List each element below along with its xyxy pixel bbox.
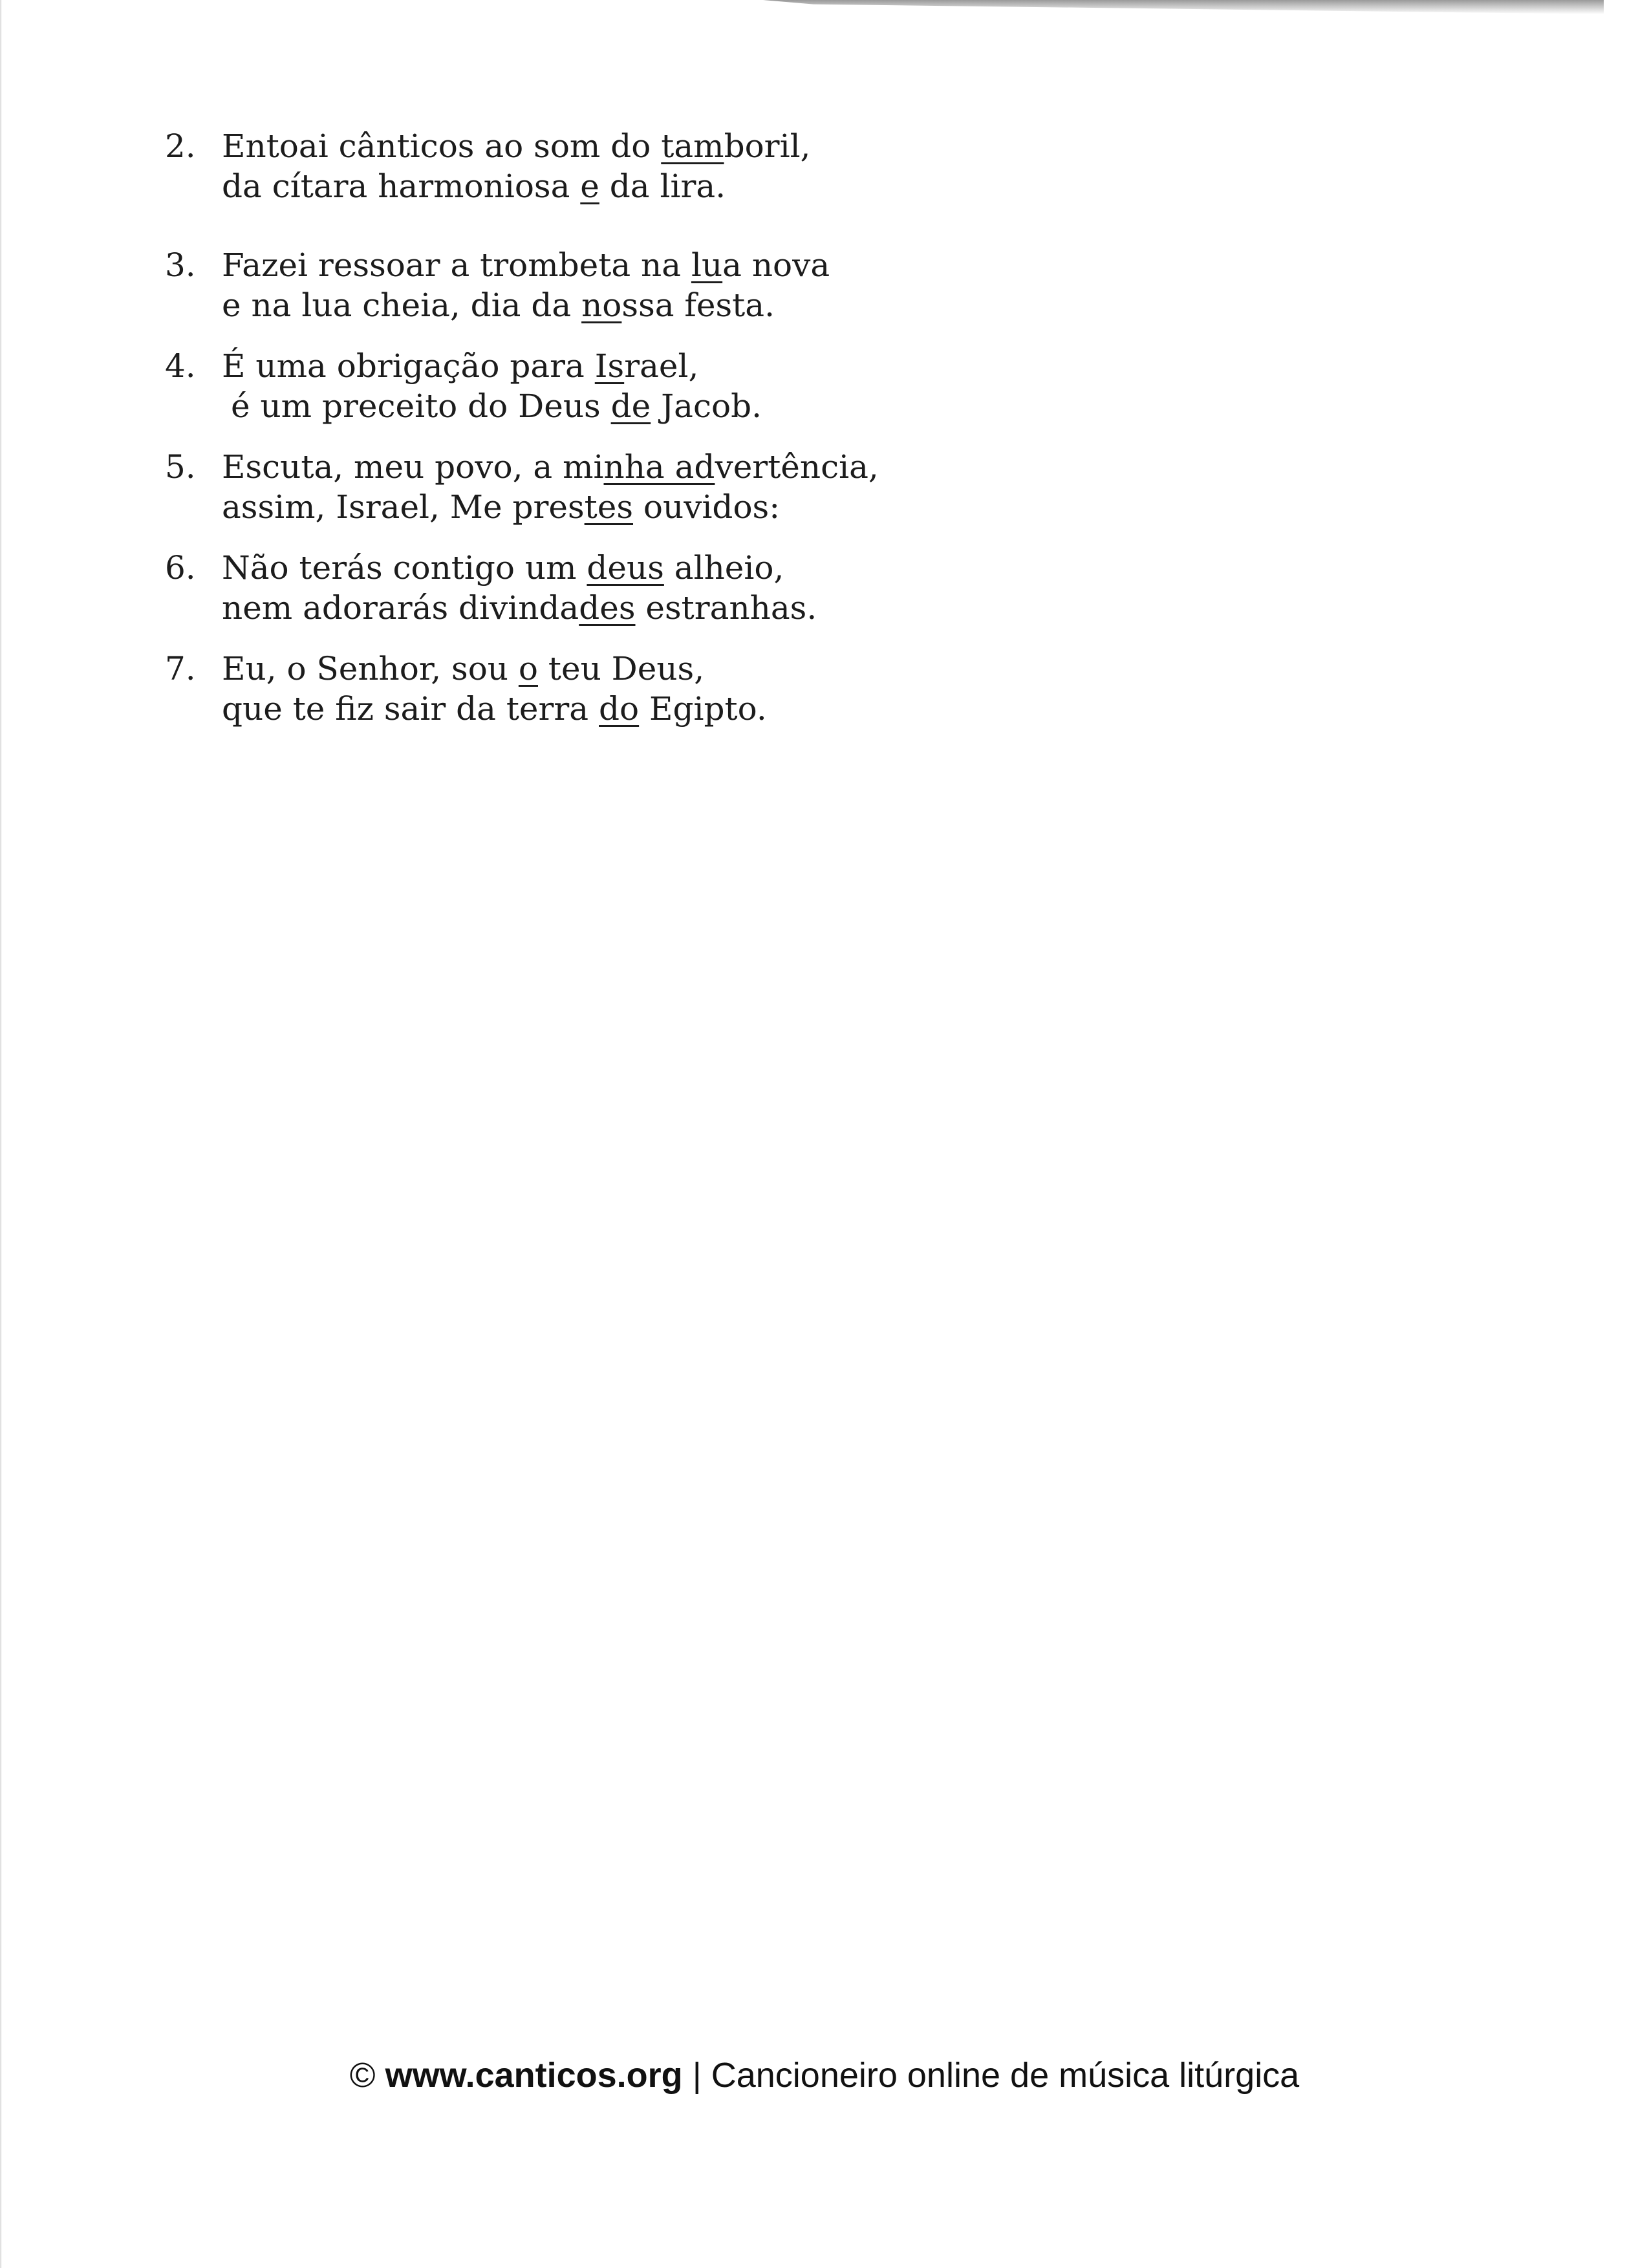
verse-line: da cítara harmoniosa e da lira. [222,167,726,205]
verse-line: assim, Israel, Me prestes ouvidos: [222,488,781,526]
verse-number: 2. [165,127,196,165]
stressed-syllable: lu [691,246,723,284]
stressed-syllable: tes [584,488,633,526]
verse-number: 6. [165,549,196,587]
verse-line: nem adorarás divindades estranhas. [222,589,817,627]
footer-credit [0,2055,1649,2095]
verse-line: Eu, o Senhor, sou o teu Deus, [222,650,705,687]
footer-separator: | [692,2056,702,2095]
scan-shadow-left [0,0,2,2268]
verse-line: Escuta, meu povo, a minha advertência, [222,448,879,486]
copyright-symbol: © [349,2056,376,2095]
stressed-syllable: nha ad [603,448,715,486]
scan-shadow-top [763,0,1604,14]
verse-number: 3. [165,246,196,284]
verse-line: é um preceito do Deus de Jacob. [231,387,762,425]
verse-line: Entoai cânticos ao som do tamboril, [222,127,811,165]
stressed-syllable: tam [661,127,724,165]
verse-line: Não terás contigo um deus alheio, [222,549,784,587]
verse-number: 7. [165,650,196,687]
stressed-syllable: Is [594,347,625,385]
verse-6 [165,548,1264,628]
verse-2 [165,126,1264,206]
site-link[interactable]: www.canticos.org [385,2056,683,2095]
verse-number: 5. [165,448,196,486]
psalm-verses [165,126,1264,729]
verse-4 [165,346,1264,426]
verse-line: que te fiz sair da terra do Egipto. [222,690,767,728]
stressed-syllable: e [580,167,599,205]
verse-line: É uma obrigação para Israel, [222,347,699,385]
stressed-syllable: deus [587,549,664,587]
verse-3 [165,245,1264,325]
verse-7 [165,649,1264,729]
stressed-syllable: de [610,387,651,425]
verse-5 [165,447,1264,527]
verse-number: 4. [165,347,196,385]
stressed-syllable: des [579,589,636,627]
stressed-syllable: no [581,286,622,324]
stressed-syllable: do [599,690,640,728]
verse-line: e na lua cheia, dia da nossa festa. [222,286,775,324]
stressed-syllable: o [518,650,538,687]
verse-line: Fazei ressoar a trombeta na lua nova [222,246,830,284]
footer-tagline: Cancioneiro online de música litúrgica [711,2056,1300,2095]
